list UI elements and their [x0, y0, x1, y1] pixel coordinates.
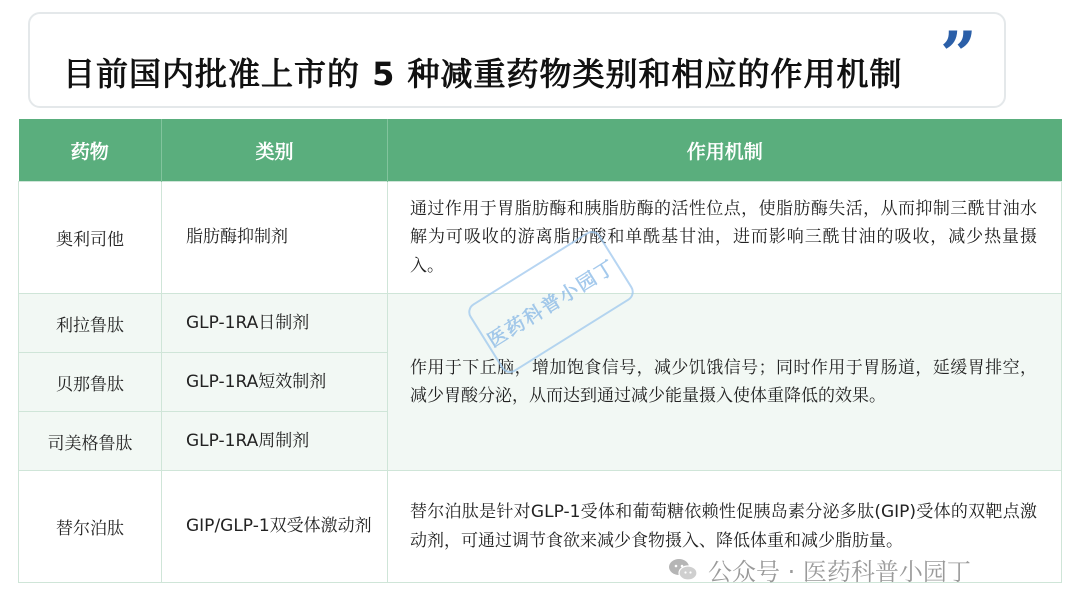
header-drug: 药物	[19, 119, 162, 182]
header-category: 类别	[162, 119, 388, 182]
drug-name: 利拉鲁肽	[19, 294, 162, 353]
drug-category: GLP-1RA日制剂	[162, 294, 388, 353]
glp1-mechanism: 作用于下丘脑，增加饱食信号，减少饥饿信号；同时作用于胃肠道，延缓胃排空，减少胃酸分泌，从而达到通过减少能量摄入使体重降低的效果。	[388, 294, 1062, 471]
quote-mark-icon: ”	[940, 18, 977, 93]
drug-name: 贝那鲁肽	[19, 353, 162, 412]
drug-name: 奥利司他	[19, 182, 162, 294]
drug-mechanism: 通过作用于胃脂肪酶和胰脂肪酶的活性位点，使脂肪酶失活，从而抑制三酰甘油水解为可吸收的游离脂肪酸和单酰基甘油，进而影响三酰甘油的吸收，减少热量摄入。	[388, 182, 1062, 294]
drug-category: GLP-1RA周制剂	[162, 412, 388, 471]
table-header-row	[19, 119, 1062, 182]
header-mechanism: 作用机制	[388, 119, 1062, 182]
drug-category: GIP/GLP-1双受体激动剂	[162, 471, 388, 583]
table-row	[19, 294, 1062, 353]
wechat-watermark	[668, 552, 971, 587]
watermark-stamp: 医药科普小园丁	[465, 227, 638, 376]
drug-name: 司美格鲁肽	[19, 412, 162, 471]
page-title: 目前国内批准上市的 5 种减重药物类别和相应的作用机制	[63, 55, 903, 93]
drug-category: 脂肪酶抑制剂	[162, 182, 388, 294]
wechat-icon	[668, 557, 698, 583]
drug-category: GLP-1RA短效制剂	[162, 353, 388, 412]
drug-table	[18, 119, 1062, 583]
table-row	[19, 182, 1062, 294]
drug-name: 替尔泊肽	[19, 471, 162, 583]
drug-mechanism: 替尔泊肽是针对GLP-1受体和葡萄糖依赖性促胰岛素分泌多肽(GIP)受体的双靶点激动剂，可通过调节食欲来减少食物摄入、降低体重和减少脂肪量。	[388, 471, 1062, 583]
watermark-text: 公众号 · 医药科普小园丁	[708, 558, 971, 586]
